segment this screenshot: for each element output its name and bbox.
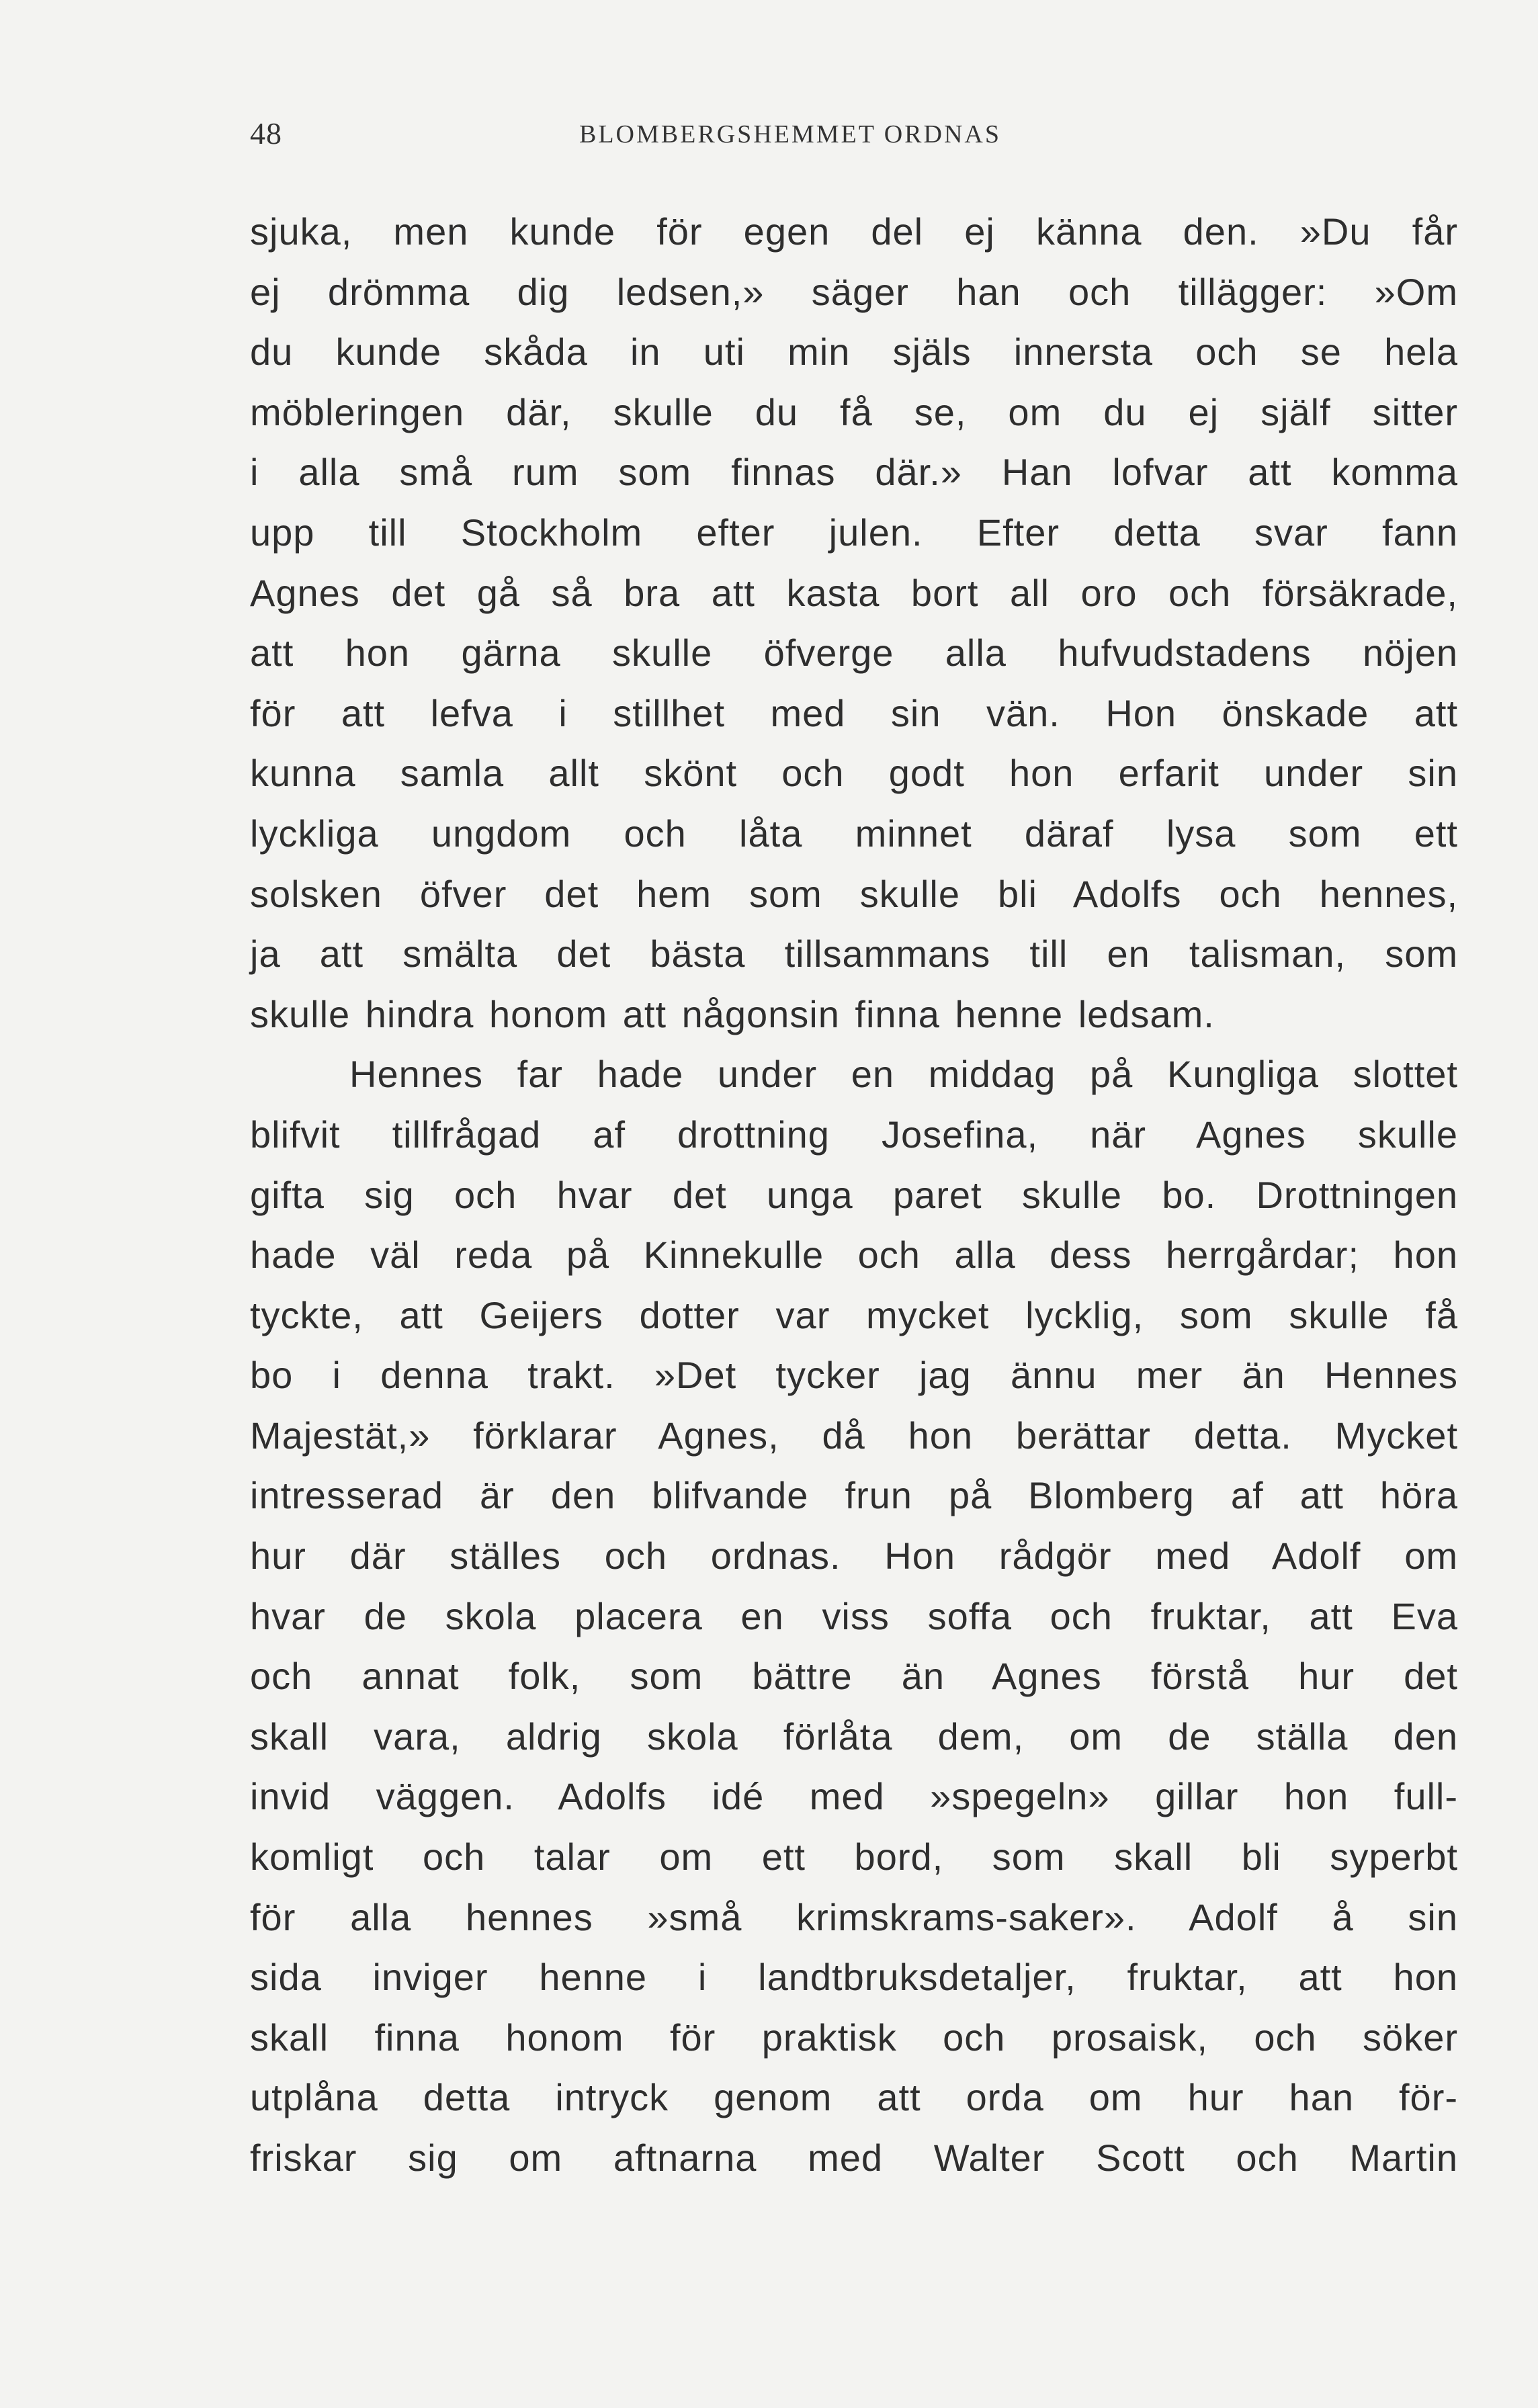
text-line: friskar sig om aftnarna med Walter Scott och Martin — [250, 2137, 1458, 2179]
text-line: bo i denna trakt. »Det tycker jag ännu mer än Hennes — [250, 1354, 1458, 1397]
text-line: för alla hennes »små krimskrams-saker». Adolf å sin — [250, 1895, 1458, 1938]
text-line: invid väggen. Adolfs idé med »spegeln» gillar hon full- — [250, 1775, 1458, 1818]
text-line: för att lefva i stillhet med sin vän. Hon önskade att — [250, 691, 1458, 734]
page-header — [250, 116, 1144, 156]
text-line: upp till Stockholm efter julen. Efter detta svar fann — [250, 511, 1458, 554]
text-line: Agnes det gå så bra att kasta bort all oro och försäkrade, — [250, 571, 1458, 614]
text-line: lyckliga ungdom och låta minnet däraf lysa som ett — [250, 812, 1458, 855]
body-text — [250, 202, 1458, 2188]
text-line: tyckte, att Geijers dotter var mycket lycklig, som skulle få — [250, 1293, 1458, 1336]
text-line: och annat folk, som bättre än Agnes förstå hur det — [250, 1655, 1458, 1698]
text-line: du kunde skåda in uti min själs innersta och se hela — [250, 331, 1458, 374]
text-line: Majestät,» förklarar Agnes, då hon berättar detta. Mycket — [250, 1414, 1458, 1457]
page-number: 48 — [250, 116, 282, 150]
text-line: sida inviger henne i landtbruksdetaljer, fruktar, att hon — [250, 1956, 1458, 1999]
text-line: sjuka, men kunde för egen del ej känna den. »Du får — [250, 210, 1458, 253]
text-line: utplåna detta intryck genom att orda om hur han för- — [250, 2076, 1458, 2119]
text-line: möbleringen där, skulle du få se, om du ej själf sitter — [250, 390, 1458, 433]
text-line: komligt och talar om ett bord, som skall bli syperbt — [250, 1836, 1458, 1879]
text-line: skall vara, aldrig skola förlåta dem, om de ställa den — [250, 1715, 1458, 1758]
text-line: ja att smälta det bästa tillsammans till en talisman, som — [250, 933, 1458, 976]
text-line: hade väl reda på Kinnekulle och alla dess herrgårdar; hon — [250, 1234, 1458, 1277]
text-line: blifvit tillfrågad af drottning Josefina, när Agnes skulle — [250, 1113, 1458, 1156]
text-line: hur där ställes och ordnas. Hon rådgör med Adolf om — [250, 1535, 1458, 1578]
text-line: kunna samla allt skönt och godt hon erfarit under sin — [250, 752, 1458, 795]
text-line: hvar de skola placera en viss soffa och fruktar, att Eva — [250, 1594, 1458, 1637]
text-line: ej drömma dig ledsen,» säger han och tillägger: »Om — [250, 270, 1458, 313]
text-line: att hon gärna skulle öfverge alla hufvudstadens nöjen — [250, 632, 1458, 675]
text-line: i alla små rum som finnas där.» Han lofvar att komma — [250, 451, 1458, 494]
text-line: skulle hindra honom att någonsin finna henne ledsam. — [250, 992, 1215, 1035]
text-line: skall finna honom för praktisk och prosaisk, och söker — [250, 2016, 1458, 2059]
running-head: BLOMBERGSHEMMET ORDNAS — [579, 120, 1001, 148]
text-line: gifta sig och hvar det unga paret skulle bo. Drottningen — [250, 1173, 1458, 1216]
text-line: intresserad är den blifvande frun på Blomberg af att höra — [250, 1474, 1458, 1517]
text-line: solsken öfver det hem som skulle bli Adolfs och hennes, — [250, 872, 1458, 915]
text-line: Hennes far hade under en middag på Kungliga slottet — [349, 1053, 1458, 1096]
